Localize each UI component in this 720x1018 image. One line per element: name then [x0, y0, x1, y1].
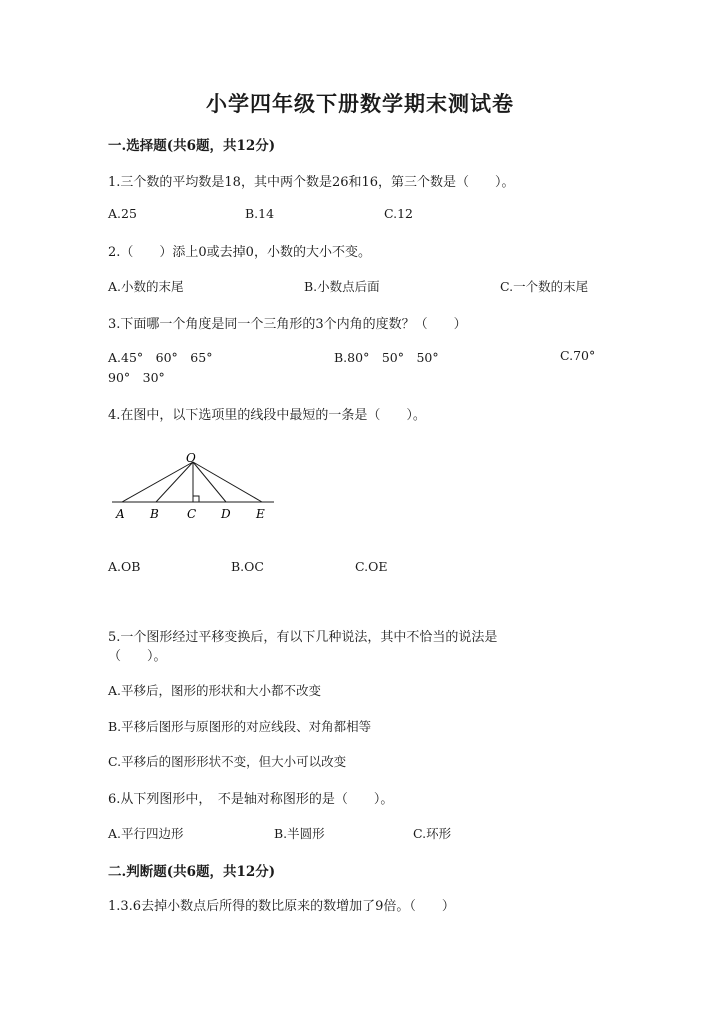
question-4-option-c[interactable]: C.OE [355, 559, 388, 574]
label-d: D [221, 507, 231, 521]
question-1-option-a[interactable]: A.25 [108, 206, 137, 221]
question-3-option-b[interactable]: B.80° 50° 50° [334, 350, 439, 365]
question-2-option-b[interactable]: B.小数点后面 [304, 279, 380, 294]
question-4-text: 4.在图中，以下选项里的线段中最短的一条是（ ）。 [108, 408, 426, 423]
segment-oe [193, 462, 262, 502]
question-6-option-c[interactable]: C.环形 [413, 826, 452, 841]
question-5-text: 5.一个图形经过平移变换后，有以下几种说法，其中不恰当的说法是 [108, 630, 498, 645]
label-c: C [187, 507, 197, 521]
question-2-option-a[interactable]: A.小数的末尾 [108, 279, 184, 294]
section-heading-judgement: 二.判断题(共6题，共12分) [108, 864, 276, 880]
label-b: B [150, 507, 159, 521]
question-1-option-b[interactable]: B.14 [245, 206, 275, 221]
segment-oa [122, 462, 193, 502]
label-a: A [116, 507, 125, 521]
question-1-option-c[interactable]: C.12 [384, 206, 413, 221]
judgement-1-text: 1.3.6去掉小数点后所得的数比原来的数增加了9倍。（ ） [108, 899, 455, 914]
question-5-option-b[interactable]: B.平移后图形与原图形的对应线段、对角都相等 [108, 719, 372, 734]
label-e: E [256, 507, 265, 521]
question-4-option-b[interactable]: B.OC [231, 559, 264, 574]
question-1-text: 1.三个数的平均数是18，其中两个数是26和16，第三个数是（ ）。 [108, 175, 515, 190]
question-2-option-c[interactable]: C.一个数的末尾 [500, 279, 589, 294]
right-angle-mark [193, 496, 199, 502]
question-4-figure [108, 452, 280, 524]
question-6-option-b[interactable]: B.半圆形 [274, 826, 325, 841]
label-o: O [186, 452, 196, 465]
question-2-text: 2.（ ）添上0或去掉0，小数的大小不变。 [108, 245, 371, 260]
question-3-option-a[interactable]: A.45° 60° 65° [108, 350, 213, 365]
question-5-text-continued: （ ）。 [108, 649, 167, 664]
question-6-option-a[interactable]: A.平行四边形 [108, 826, 184, 841]
question-5-option-c[interactable]: C.平移后的图形形状不变，但大小可以改变 [108, 754, 347, 769]
question-5-option-a[interactable]: A.平移后，图形的形状和大小都不改变 [108, 683, 322, 698]
question-4-option-a[interactable]: A.OB [108, 559, 141, 574]
question-3-option-c[interactable]: C.70° [560, 348, 596, 363]
segment-ob [156, 462, 193, 502]
question-3-option-c-continued: 90° 30° [108, 370, 165, 385]
question-3-text: 3.下面哪一个角度是同一个三角形的3个内角的度数？（ ） [108, 317, 467, 332]
question-6-text: 6.从下列图形中， 不是轴对称图形的是（ ）。 [108, 792, 394, 807]
section-heading-choice: 一.选择题(共6题，共12分) [108, 138, 276, 154]
page-title: 小学四年级下册数学期末测试卷 [206, 91, 514, 116]
